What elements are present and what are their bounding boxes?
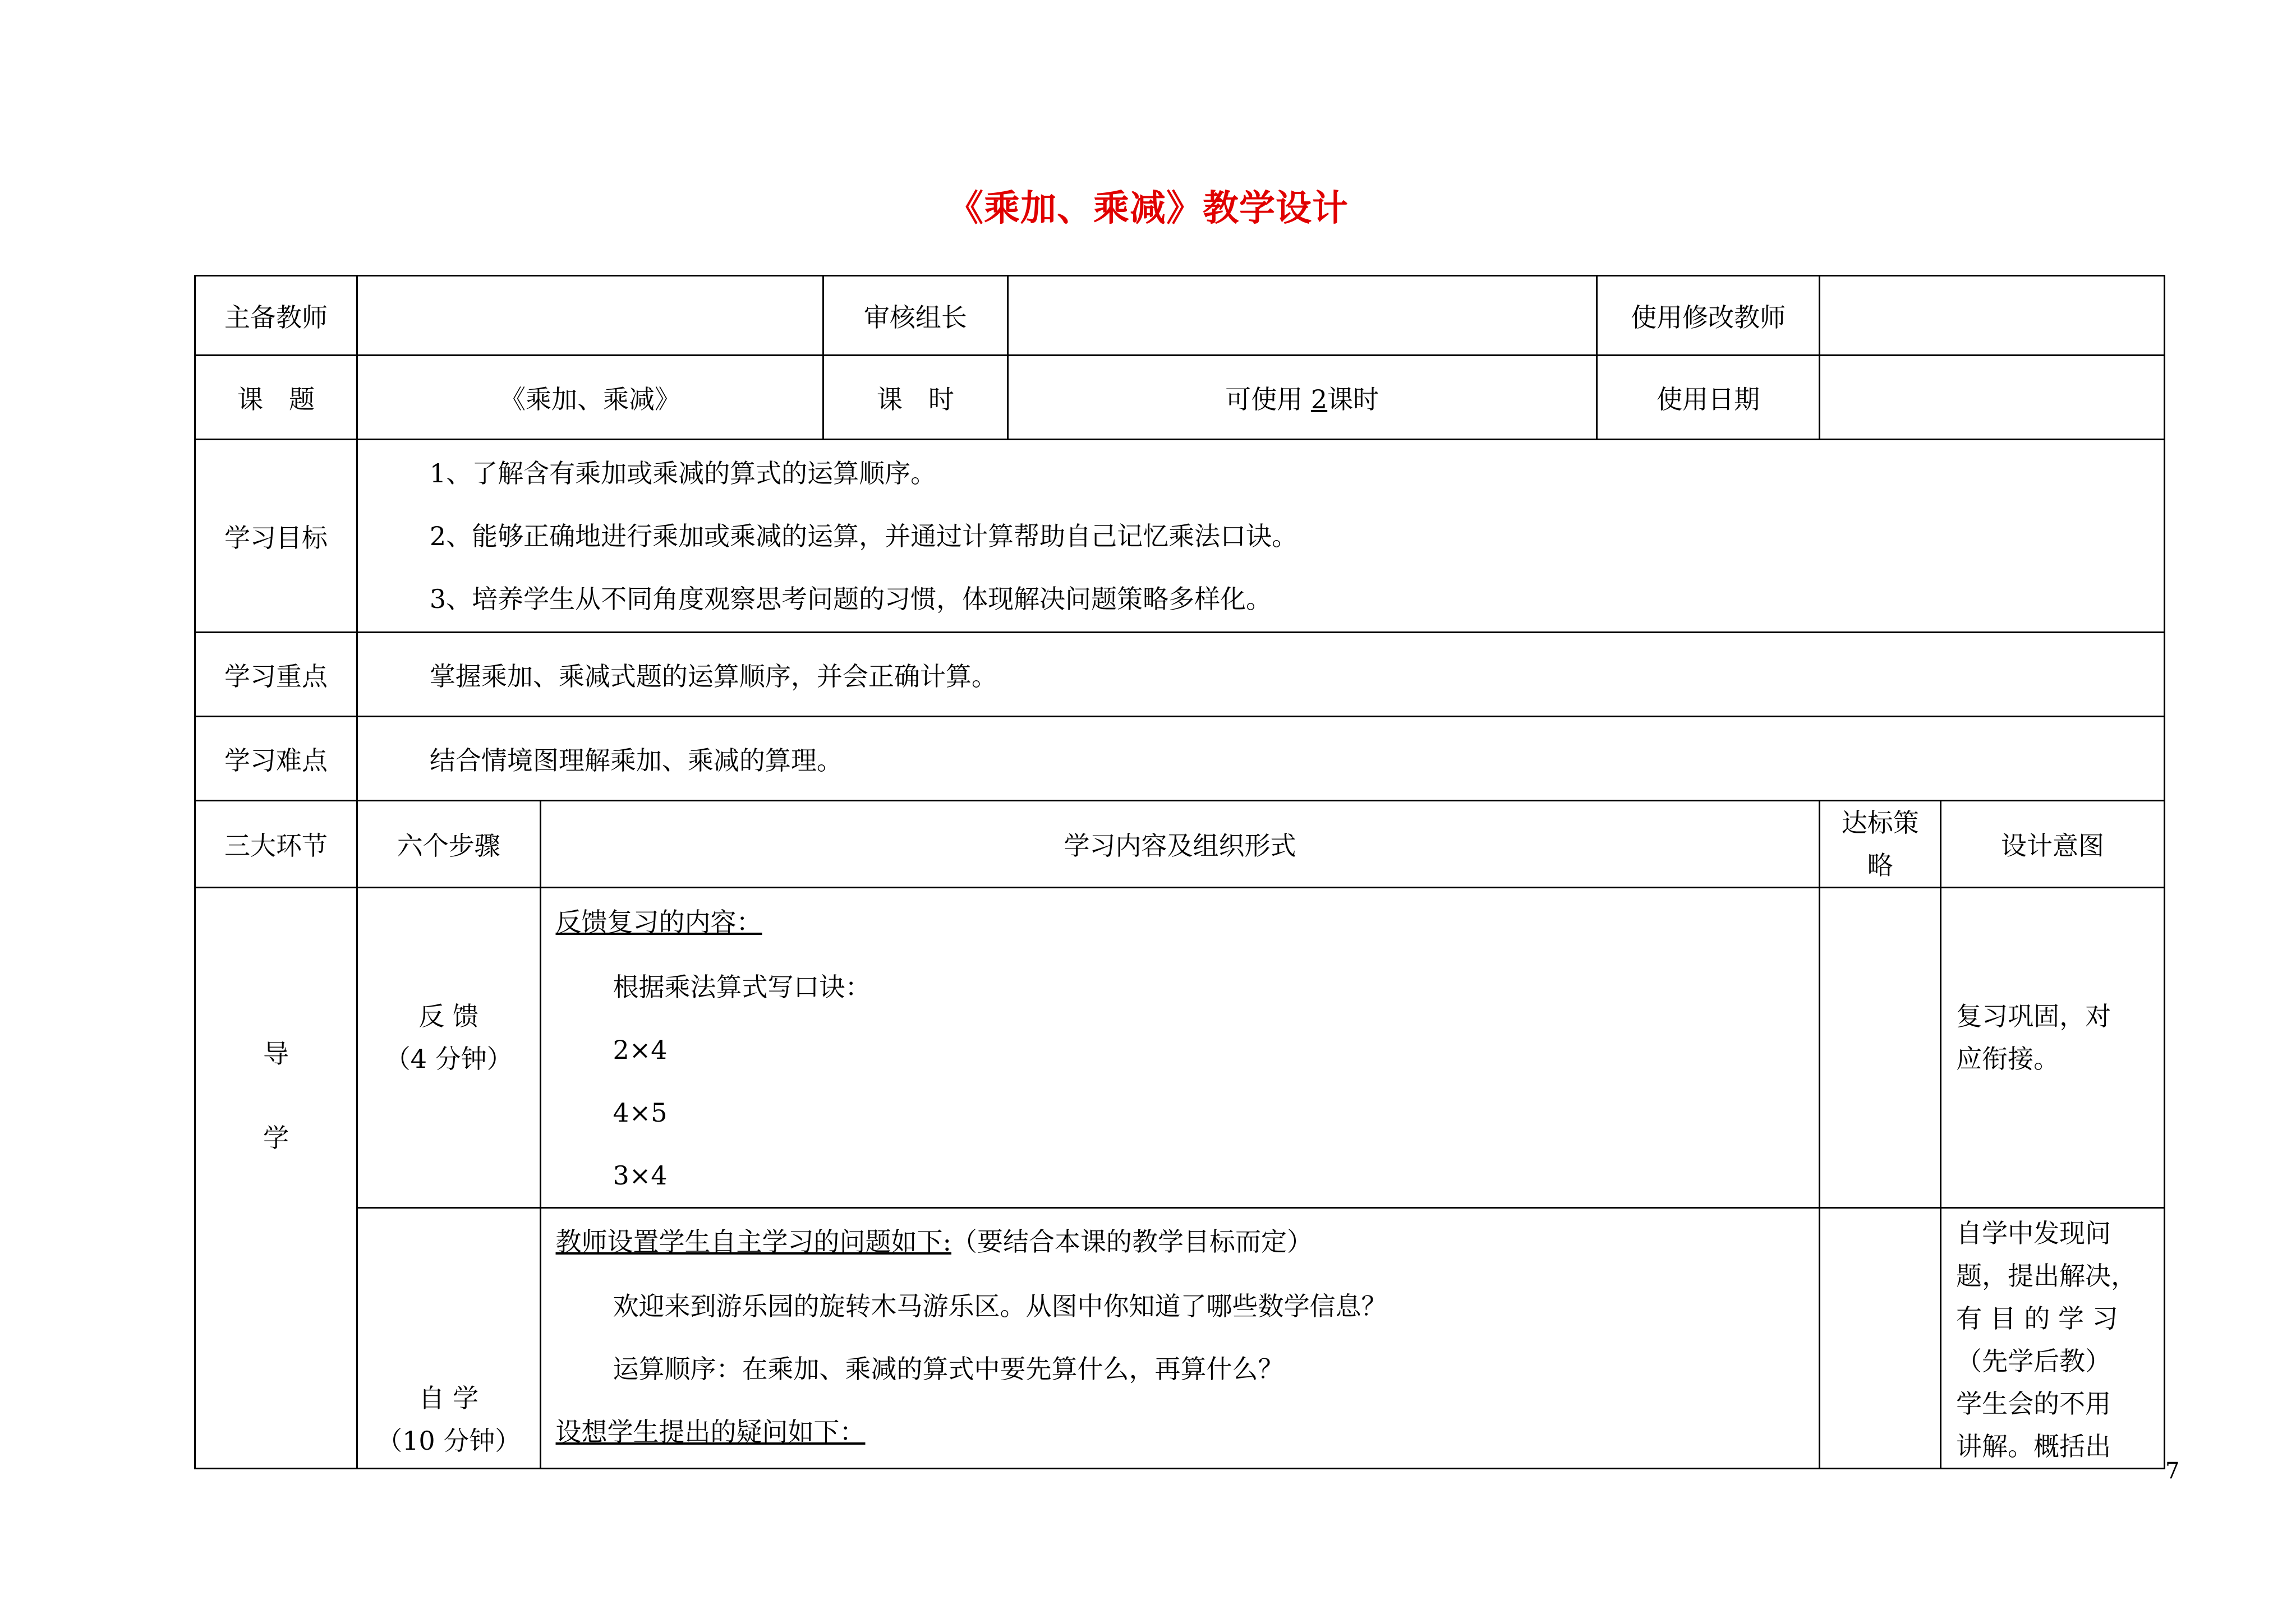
feedback-strategy-cell xyxy=(1820,888,1941,1208)
hours-number: 2 xyxy=(1310,384,1328,414)
date-label: 使用日期 xyxy=(1596,356,1820,440)
reviewer-value xyxy=(1007,276,1596,356)
key-points-text: 掌握乘加、乘减式题的运算顺序，并会正确计算。 xyxy=(357,633,2164,717)
page-title: 《乘加、乘减》教学设计 xyxy=(947,187,1349,229)
intent-line: 有 目 的 学 习 xyxy=(1956,1303,2118,1334)
key-points-label: 学习重点 xyxy=(195,633,357,717)
hours-value xyxy=(1007,356,1596,440)
feedback-expression: 2×4 xyxy=(613,1035,668,1065)
phase-column-header: 三大环节 xyxy=(195,801,357,888)
phase-guide-char: 学 xyxy=(263,1123,289,1153)
phase-guide-char: 导 xyxy=(263,1039,289,1069)
objective-item: 2、能够正确地进行乘加或乘减的运算，并通过计算帮助自己记忆乘法口诀。 xyxy=(429,520,1298,551)
difficulties-row xyxy=(195,717,2165,801)
intent-line: 学生会的不用 xyxy=(1956,1389,2111,1419)
feedback-instruction: 根据乘法算式写口诀： xyxy=(613,972,871,1002)
feedback-step-cell xyxy=(357,888,540,1208)
intent-line: （先学后教） xyxy=(1956,1346,2111,1376)
difficulties-label: 学习难点 xyxy=(195,717,357,801)
lesson-plan-table xyxy=(194,275,2165,1469)
feedback-heading: 反馈复习的内容： xyxy=(555,907,762,937)
intent-line: 题，提出解决， xyxy=(1956,1261,2137,1291)
page-number: 7 xyxy=(2165,1458,2180,1484)
difficulties-text: 结合情境图理解乘加、乘减的算理。 xyxy=(357,717,2164,801)
intent-line: 应衔接。 xyxy=(1956,1044,2060,1074)
editor-label: 使用修改教师 xyxy=(1596,276,1820,356)
key-points-row xyxy=(195,633,2165,717)
intent-line: 讲解。概括出 xyxy=(1956,1431,2111,1461)
column-header-row xyxy=(195,801,2165,888)
content-column-header: 学习内容及组织形式 xyxy=(540,801,1820,888)
topic-label: 课 题 xyxy=(195,356,357,440)
self-study-question: 欢迎来到游乐园的旋转木马游乐区。从图中你知道了哪些数学信息？ xyxy=(613,1291,1387,1321)
self-study-intent-cell xyxy=(1941,1208,2165,1469)
objective-item: 3、培养学生从不同角度观察思考问题的习惯，体现解决问题策略多样化。 xyxy=(429,583,1272,614)
hours-prefix: 可使用 xyxy=(1225,384,1303,414)
self-study-heading xyxy=(556,1209,1819,1275)
strategy-header-line: 略 xyxy=(1867,850,1893,880)
editor-value xyxy=(1820,276,2165,356)
step-time: （4 分钟） xyxy=(384,1044,513,1074)
feedback-content-cell xyxy=(540,888,1820,1208)
feedback-expression: 4×5 xyxy=(613,1098,668,1128)
intent-column-header: 设计意图 xyxy=(1941,801,2165,888)
self-study-question: 运算顺序：在乘加、乘减的算式中要先算什么，再算什么？ xyxy=(613,1354,1284,1384)
feedback-expression: 3×4 xyxy=(613,1160,668,1191)
intent-line: 复习巩固，对 xyxy=(1956,1001,2111,1031)
strategy-header-line: 达标策 xyxy=(1841,808,1919,838)
self-study-strategy-cell xyxy=(1820,1208,1941,1469)
step-name: 自 学 xyxy=(418,1383,479,1413)
topic-value: 《乘加、乘减》 xyxy=(357,356,823,440)
objectives-list xyxy=(357,440,2164,633)
objectives-row xyxy=(195,440,2165,633)
self-study-row xyxy=(195,1208,2165,1469)
topic-row xyxy=(195,356,2165,440)
self-study-step-cell xyxy=(357,1208,540,1469)
strategy-column-header xyxy=(1820,801,1941,888)
reviewer-label: 审核组长 xyxy=(823,276,1008,356)
objectives-label: 学习目标 xyxy=(195,440,357,633)
self-study-heading-main: 教师设置学生自主学习的问题如下: xyxy=(555,1227,951,1257)
step-name: 反 馈 xyxy=(418,1001,479,1031)
header-row xyxy=(195,276,2165,356)
feedback-intent-cell xyxy=(1941,888,2165,1208)
lead-teacher-value xyxy=(357,276,823,356)
hours-suffix: 课时 xyxy=(1327,384,1379,414)
self-study-heading-note: （要结合本课的教学目标而定） xyxy=(951,1227,1313,1257)
step-time: （10 分钟） xyxy=(376,1426,521,1456)
phase-guide-cell xyxy=(195,888,357,1469)
date-value xyxy=(1820,356,2165,440)
step-column-header: 六个步骤 xyxy=(357,801,540,888)
feedback-row xyxy=(195,888,2165,1208)
lead-teacher-label: 主备教师 xyxy=(195,276,357,356)
intent-line: 自学中发现问 xyxy=(1956,1218,2111,1248)
hours-label: 课 时 xyxy=(823,356,1008,440)
self-study-content-cell xyxy=(540,1208,1820,1469)
objective-item: 1、了解含有乘加或乘减的算式的运算顺序。 xyxy=(429,458,937,488)
self-study-subheading: 设想学生提出的疑问如下： xyxy=(555,1417,866,1447)
